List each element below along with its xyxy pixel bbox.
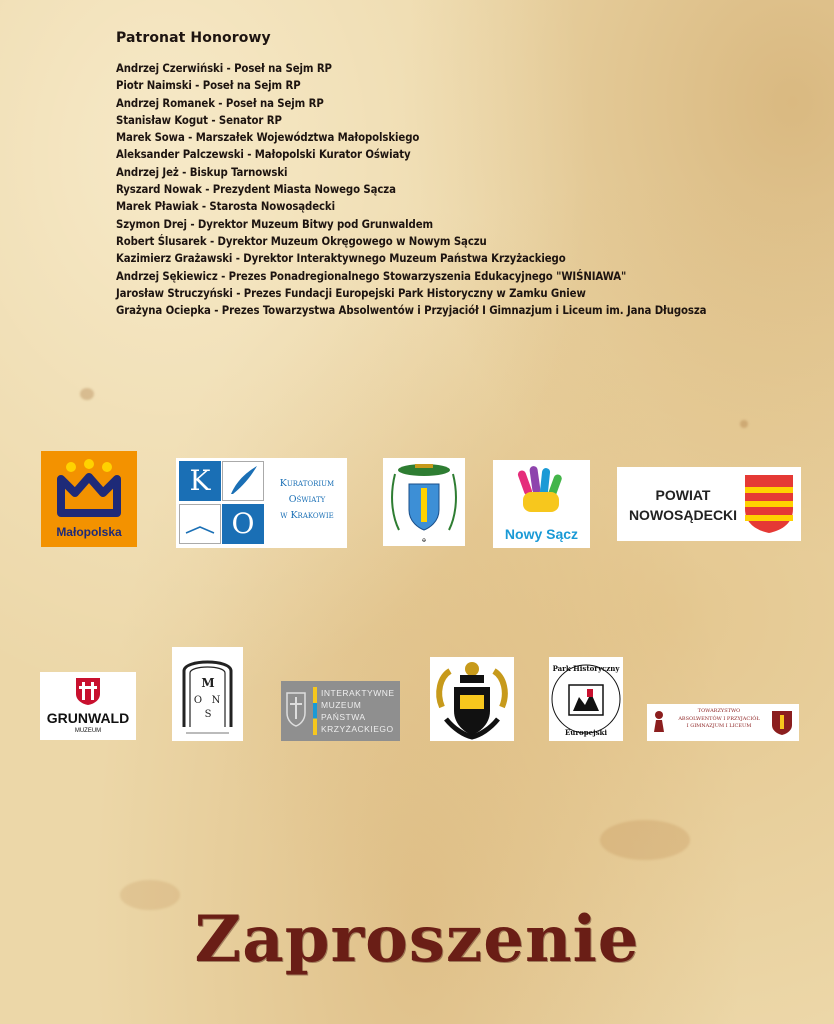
patron-entry: Aleksander Palczewski - Małopolski Kurator Oświaty <box>116 148 411 162</box>
powiat-line2: NOWOSĄDECKI <box>628 507 738 523</box>
patron-entry: Andrzej Sękiewicz - Prezes Ponadregionalnego Stowarzyszenia Edukacyjnego "WIŚNIAWA" <box>116 269 627 283</box>
grunwald-label: GRUNWALD <box>46 710 130 726</box>
grunwald-logo <box>40 672 136 740</box>
powiat-logo <box>617 467 801 541</box>
svg-text:S: S <box>204 709 212 720</box>
interaktywne-muzeum-logo <box>281 681 400 741</box>
towarzystwo-line3: I GIMNAZJUM I LICEUM <box>686 723 752 729</box>
grunwald-sub: MUZEUM <box>74 728 102 734</box>
hand-icon <box>493 460 590 522</box>
honorary-patronage <box>116 30 816 319</box>
kuratorium-letter-o: O <box>222 504 264 544</box>
powiat-line1: POWIAT <box>655 487 711 503</box>
knight-seal-icon <box>549 657 623 741</box>
patron-entry: Jarosław Struczyński - Prezes Fundacji Europejski Park Historyczny w Zamku Gniew <box>116 286 586 300</box>
patron-entry: Piotr Naimski - Poseł na Sejm RP <box>116 79 301 93</box>
paper-stain <box>740 420 748 428</box>
book-icon <box>179 504 221 544</box>
patron-entry: Robert Ślusarek - Dyrektor Muzeum Okręgowego w Nowym Sączu <box>116 234 487 248</box>
muzeum-okregowe-logo <box>172 647 243 741</box>
towarzystwo-shield-icon <box>771 710 793 736</box>
kuratorium-line3: w Krakowie <box>280 510 334 521</box>
patron-entry: Marek Pławiak - Starosta Nowosądecki <box>116 200 335 214</box>
patron-entry: Grażyna Ociepka - Prezes Towarzystwa Absolwentów i Przyjaciół I Gimnazjum i Liceum im. Jana Długosza <box>116 304 707 318</box>
svg-text:✠: ✠ <box>421 538 427 544</box>
interaktywne-text <box>321 687 395 735</box>
svg-text:M: M <box>201 676 215 690</box>
towarzystwo-line1: TOWARZYSTWO <box>697 708 741 714</box>
grunwald-shield-icon <box>74 676 102 706</box>
nowy-sacz-logo <box>493 460 590 548</box>
park-historyczny-logo <box>549 657 623 741</box>
patron-entry: Andrzej Romanek - Poseł na Sejm RP <box>116 96 324 110</box>
kuratorium-line1: Kuratorium <box>279 478 335 489</box>
patronage-title: Patronat Honorowy <box>116 30 271 46</box>
powiat-name <box>623 485 743 525</box>
patron-entry: Ryszard Nowak - Prezydent Miasta Nowego Sącza <box>116 183 396 197</box>
interaktywne-line2: MUZEUM <box>321 700 362 710</box>
quill-icon <box>222 461 264 501</box>
bishop-coat-of-arms-icon <box>383 458 465 546</box>
towarzystwo-line2: ABSOLWENTÓW I PRZYJACIÓŁ <box>678 715 760 722</box>
diocese-logo <box>383 458 465 546</box>
arch-monogram-icon <box>172 647 243 741</box>
patron-entry: Marek Sowa - Marszałek Województwa Małopolskiego <box>116 131 420 145</box>
interaktywne-line4: KRZYŻACKIEGO <box>321 724 394 734</box>
kuratorium-name <box>268 476 346 524</box>
paper-stain <box>80 388 94 400</box>
coat-of-arms-icon <box>430 657 514 741</box>
crown-icon <box>41 451 137 521</box>
towarzystwo-text <box>669 708 769 731</box>
nowy-sacz-label: Nowy Sącz <box>504 526 579 542</box>
kuratorium-line2: Oświaty <box>288 494 326 505</box>
patron-entry: Szymon Drej - Dyrektor Muzeum Bitwy pod Grunwaldem <box>116 217 433 231</box>
svg-text:Park Historyczny: Park Historyczny <box>552 664 620 673</box>
svg-text:O: O <box>193 695 203 706</box>
color-bar <box>313 687 317 735</box>
patron-list <box>116 60 816 319</box>
gniew-coat-of-arms <box>430 657 514 741</box>
interaktywne-line1: INTERAKTYWNE <box>321 688 395 698</box>
figure-icon <box>651 710 667 734</box>
kuratorium-letter-k: K <box>179 461 221 501</box>
powiat-shield-icon <box>743 473 795 535</box>
interaktywne-line3: PAŃSTWA <box>321 712 366 722</box>
svg-text:Europejski: Europejski <box>564 728 608 737</box>
patron-entry: Stanisław Kogut - Senator RP <box>116 113 282 127</box>
malopolska-logo <box>41 451 137 547</box>
patron-entry: Kazimierz Grażawski - Dyrektor Interaktywnego Muzeum Państwa Krzyżackiego <box>116 252 566 266</box>
paper-stain <box>600 820 690 860</box>
patron-entry: Andrzej Jeż - Biskup Tarnowski <box>116 165 288 179</box>
malopolska-label: Małopolska <box>56 525 122 539</box>
cross-shield-icon <box>285 691 307 727</box>
patron-entry: Andrzej Czerwiński - Poseł na Sejm RP <box>116 62 332 75</box>
invitation-title: Zaproszenie <box>194 902 640 977</box>
towarzystwo-logo <box>647 704 799 741</box>
svg-text:N: N <box>211 695 221 706</box>
kuratorium-logo <box>176 458 347 548</box>
